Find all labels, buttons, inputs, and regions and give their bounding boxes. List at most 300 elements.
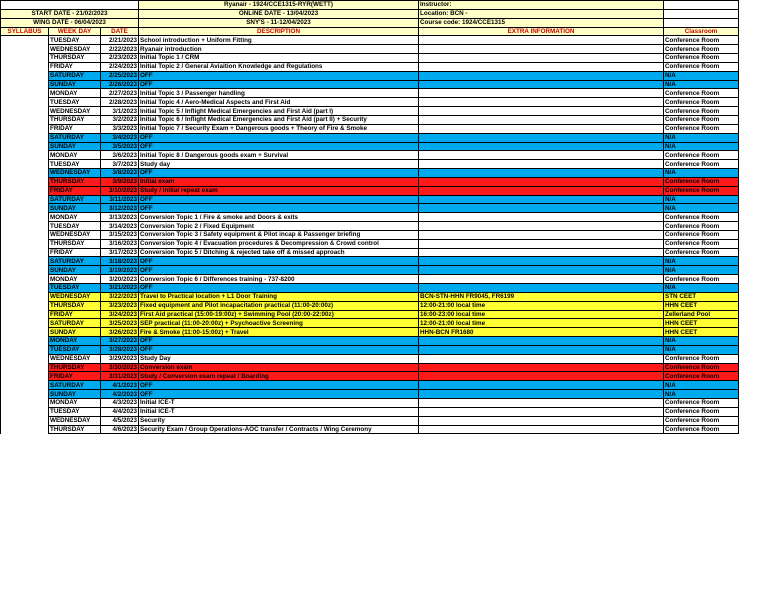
date-cell: 3/19/2023	[101, 266, 139, 275]
extra-info-cell	[419, 407, 664, 416]
schedule-row	[1, 425, 739, 434]
syllabus-cell	[1, 239, 49, 248]
extra-info-cell	[419, 425, 664, 434]
date-cell: 3/29/2023	[101, 354, 139, 363]
header-row-1	[1, 1, 739, 10]
description-cell: Initial Topic 1 / CRM	[139, 54, 419, 63]
date-cell: 3/31/2023	[101, 372, 139, 381]
extra-info-cell: BCN-STN-HHN FR9045, FR6199	[419, 292, 664, 301]
schedule-row	[1, 230, 739, 239]
weekday-cell: SATURDAY	[49, 133, 101, 142]
col-description: DESCRIPTION	[139, 27, 419, 36]
schedule-row	[1, 398, 739, 407]
description-cell: Conversion Topic 5 / Ditching & rejected take off & missed approach	[139, 248, 419, 257]
schedule-row	[1, 363, 739, 372]
extra-info-cell	[419, 80, 664, 89]
extra-info-cell: 12:00-21:00 local time	[419, 301, 664, 310]
syllabus-cell	[1, 372, 49, 381]
weekday-cell: SUNDAY	[49, 390, 101, 399]
schedule-row	[1, 115, 739, 124]
schedule-row	[1, 301, 739, 310]
schedule-row	[1, 292, 739, 301]
schedule-row	[1, 328, 739, 337]
weekday-cell: FRIDAY	[49, 62, 101, 71]
extra-info-cell	[419, 230, 664, 239]
blank-header-cell	[664, 9, 739, 18]
schedule-row	[1, 213, 739, 222]
syllabus-cell	[1, 177, 49, 186]
schedule-row	[1, 62, 739, 71]
syllabus-cell	[1, 142, 49, 151]
weekday-cell: FRIDAY	[49, 186, 101, 195]
syllabus-cell	[1, 407, 49, 416]
date-cell: 3/30/2023	[101, 363, 139, 372]
blank-header-cell	[664, 1, 739, 10]
date-cell: 3/21/2023	[101, 284, 139, 293]
syllabus-cell	[1, 151, 49, 160]
extra-info-cell: 12:00-21:00 local time	[419, 319, 664, 328]
syllabus-cell	[1, 124, 49, 133]
classroom-cell: STN CEET	[664, 292, 739, 301]
classroom-cell: Conference Room	[664, 248, 739, 257]
description-cell: Fixed equipment and Pilot incapacitation practical (11:00-20:00z)	[139, 301, 419, 310]
extra-info-cell	[419, 416, 664, 425]
description-cell: OFF	[139, 142, 419, 151]
col-syllabus: SYLLABUS	[1, 27, 49, 36]
description-cell: Study / Initial repeat exam	[139, 186, 419, 195]
syllabus-cell	[1, 398, 49, 407]
description-cell: SEP practical (11:00-20:00z) + Psychoactive Screening	[139, 319, 419, 328]
weekday-cell: SUNDAY	[49, 204, 101, 213]
extra-info-cell	[419, 71, 664, 80]
classroom-cell: Zellerland Pool	[664, 310, 739, 319]
extra-info-cell	[419, 98, 664, 107]
schedule-row	[1, 71, 739, 80]
syllabus-cell	[1, 71, 49, 80]
classroom-cell: N/A	[664, 204, 739, 213]
weekday-cell: SATURDAY	[49, 71, 101, 80]
weekday-cell: SUNDAY	[49, 328, 101, 337]
classroom-cell: N/A	[664, 195, 739, 204]
syllabus-cell	[1, 222, 49, 231]
col-weekday: WEEK DAY	[49, 27, 101, 36]
weekday-cell: MONDAY	[49, 398, 101, 407]
description-cell: OFF	[139, 381, 419, 390]
classroom-cell: Conference Room	[664, 36, 739, 45]
extra-info-cell	[419, 275, 664, 284]
syllabus-cell	[1, 45, 49, 54]
weekday-cell: THURSDAY	[49, 301, 101, 310]
description-cell: Security	[139, 416, 419, 425]
schedule-row	[1, 186, 739, 195]
extra-info-cell	[419, 381, 664, 390]
classroom-cell: N/A	[664, 266, 739, 275]
classroom-cell: Conference Room	[664, 160, 739, 169]
header-row-2	[1, 9, 739, 18]
schedule-row	[1, 257, 739, 266]
extra-info-cell: HHN-BCN FR1680	[419, 328, 664, 337]
date-cell: 2/27/2023	[101, 89, 139, 98]
extra-info-cell	[419, 372, 664, 381]
weekday-cell: THURSDAY	[49, 425, 101, 434]
schedule-row	[1, 372, 739, 381]
date-cell: 3/26/2023	[101, 328, 139, 337]
extra-info-cell	[419, 266, 664, 275]
weekday-cell: THURSDAY	[49, 115, 101, 124]
weekday-cell: THURSDAY	[49, 177, 101, 186]
classroom-cell: Conference Room	[664, 115, 739, 124]
schedule-row	[1, 310, 739, 319]
schedule-row	[1, 133, 739, 142]
extra-info-cell	[419, 195, 664, 204]
date-cell: 3/1/2023	[101, 107, 139, 116]
classroom-cell: Conference Room	[664, 398, 739, 407]
date-cell: 3/20/2023	[101, 275, 139, 284]
schedule-row	[1, 319, 739, 328]
schedule-row	[1, 45, 739, 54]
classroom-cell: N/A	[664, 80, 739, 89]
description-cell: Initial Topic 6 / Inflight Medical Emergencies and First Aid (part II) + Security	[139, 115, 419, 124]
schedule-row	[1, 124, 739, 133]
classroom-cell: Conference Room	[664, 275, 739, 284]
syllabus-cell	[1, 337, 49, 346]
extra-info-cell	[419, 62, 664, 71]
schedule-row	[1, 284, 739, 293]
date-cell: 2/22/2023	[101, 45, 139, 54]
weekday-cell: TUESDAY	[49, 160, 101, 169]
description-cell: Initial ICE-T	[139, 407, 419, 416]
extra-info-cell	[419, 222, 664, 231]
syllabus-cell	[1, 186, 49, 195]
classroom-cell: Conference Room	[664, 45, 739, 54]
description-cell: OFF	[139, 257, 419, 266]
weekday-cell: TUESDAY	[49, 407, 101, 416]
classroom-cell: N/A	[664, 71, 739, 80]
description-cell: Conversion Topic 3 / Safety equipment & Pilot incap & Passenger briefing	[139, 230, 419, 239]
classroom-cell: N/A	[664, 381, 739, 390]
syllabus-cell	[1, 381, 49, 390]
weekday-cell: TUESDAY	[49, 345, 101, 354]
classroom-cell: N/A	[664, 345, 739, 354]
description-cell: Initial Topic 7 / Security Exam + Dangerous goods + Theory of Fire & Smoke	[139, 124, 419, 133]
schedule-row	[1, 239, 739, 248]
description-cell: First Aid practical (15:00-19:00z) + Swimming Pool (20:00-22:00z)	[139, 310, 419, 319]
classroom-cell: HHN CEET	[664, 328, 739, 337]
classroom-cell: N/A	[664, 142, 739, 151]
classroom-cell: Conference Room	[664, 239, 739, 248]
classroom-cell: N/A	[664, 390, 739, 399]
header-row-3	[1, 18, 739, 27]
syllabus-cell	[1, 98, 49, 107]
schedule-row	[1, 160, 739, 169]
schedule-row	[1, 142, 739, 151]
syllabus-cell	[1, 204, 49, 213]
schedule-row	[1, 416, 739, 425]
schedule-row	[1, 222, 739, 231]
classroom-cell: Conference Room	[664, 89, 739, 98]
description-cell: Study Day	[139, 354, 419, 363]
description-cell: OFF	[139, 133, 419, 142]
date-cell: 3/24/2023	[101, 310, 139, 319]
classroom-cell: Conference Room	[664, 372, 739, 381]
extra-info-cell	[419, 124, 664, 133]
date-cell: 4/2/2023	[101, 390, 139, 399]
extra-info-cell	[419, 284, 664, 293]
description-cell: OFF	[139, 284, 419, 293]
classroom-cell: Conference Room	[664, 230, 739, 239]
schedule-row	[1, 266, 739, 275]
schedule-row	[1, 36, 739, 45]
weekday-cell: WEDNESDAY	[49, 107, 101, 116]
start-date: START DATE - 21/02/2023	[1, 9, 139, 18]
description-cell: Initial ICE-T	[139, 398, 419, 407]
sny-dates: SNY'S - 11-12/04/2023	[139, 18, 419, 27]
date-cell: 4/1/2023	[101, 381, 139, 390]
weekday-cell: MONDAY	[49, 275, 101, 284]
description-cell: Initial exam	[139, 177, 419, 186]
course-code: Course code: 1924/CCE1315	[419, 18, 664, 27]
weekday-cell: TUESDAY	[49, 222, 101, 231]
schedule-row	[1, 98, 739, 107]
weekday-cell: SATURDAY	[49, 257, 101, 266]
location: Location: BCN -	[419, 9, 664, 18]
weekday-cell: FRIDAY	[49, 124, 101, 133]
schedule-row	[1, 345, 739, 354]
description-cell: Initial Topic 4 / Aero-Medical Aspects and First Aid	[139, 98, 419, 107]
weekday-cell: FRIDAY	[49, 310, 101, 319]
extra-info-cell	[419, 248, 664, 257]
description-cell: Initial Topic 5 / Inflight Medical Emergencies and First Aid (part I)	[139, 107, 419, 116]
syllabus-cell	[1, 80, 49, 89]
extra-info-cell	[419, 115, 664, 124]
classroom-cell: Conference Room	[664, 98, 739, 107]
classroom-cell: N/A	[664, 337, 739, 346]
extra-info-cell: 16:00-23:00 local time	[419, 310, 664, 319]
date-cell: 4/4/2023	[101, 407, 139, 416]
date-cell: 3/25/2023	[101, 319, 139, 328]
syllabus-cell	[1, 133, 49, 142]
col-date: DATE	[101, 27, 139, 36]
date-cell: 3/18/2023	[101, 257, 139, 266]
date-cell: 2/26/2023	[101, 80, 139, 89]
description-cell: Travel to Practical location + L1 Door Training	[139, 292, 419, 301]
description-cell: OFF	[139, 195, 419, 204]
date-cell: 2/23/2023	[101, 54, 139, 63]
syllabus-cell	[1, 89, 49, 98]
schedule-row	[1, 177, 739, 186]
classroom-cell: N/A	[664, 257, 739, 266]
date-cell: 3/7/2023	[101, 160, 139, 169]
description-cell: Security Exam / Group Operations-AOC transfer / Contracts / Wing Ceremony	[139, 425, 419, 434]
description-cell: Conversion Topic 2 / Fixed Equipment	[139, 222, 419, 231]
weekday-cell: MONDAY	[49, 213, 101, 222]
syllabus-cell	[1, 301, 49, 310]
extra-info-cell	[419, 337, 664, 346]
weekday-cell: SUNDAY	[49, 80, 101, 89]
date-cell: 4/5/2023	[101, 416, 139, 425]
syllabus-cell	[1, 328, 49, 337]
weekday-cell: SATURDAY	[49, 319, 101, 328]
description-cell: Fire & Smoke (11:00-15:00z) + Travel	[139, 328, 419, 337]
syllabus-cell	[1, 363, 49, 372]
date-cell: 3/23/2023	[101, 301, 139, 310]
description-cell: OFF	[139, 204, 419, 213]
schedule-row	[1, 107, 739, 116]
date-cell: 3/3/2023	[101, 124, 139, 133]
extra-info-cell	[419, 213, 664, 222]
date-cell: 2/24/2023	[101, 62, 139, 71]
classroom-cell: Conference Room	[664, 186, 739, 195]
syllabus-cell	[1, 248, 49, 257]
syllabus-cell	[1, 292, 49, 301]
extra-info-cell	[419, 133, 664, 142]
classroom-cell: Conference Room	[664, 151, 739, 160]
syllabus-cell	[1, 354, 49, 363]
schedule-row	[1, 381, 739, 390]
extra-info-cell	[419, 257, 664, 266]
weekday-cell: MONDAY	[49, 337, 101, 346]
weekday-cell: SUNDAY	[49, 266, 101, 275]
weekday-cell: SATURDAY	[49, 381, 101, 390]
date-cell: 3/27/2023	[101, 337, 139, 346]
schedule-row	[1, 80, 739, 89]
date-cell: 3/13/2023	[101, 213, 139, 222]
date-cell: 3/5/2023	[101, 142, 139, 151]
weekday-cell: WEDNESDAY	[49, 169, 101, 178]
description-cell: OFF	[139, 345, 419, 354]
classroom-cell: Conference Room	[664, 363, 739, 372]
classroom-cell: Conference Room	[664, 222, 739, 231]
description-cell: Conversion Topic 6 / Differences training - 737-8200	[139, 275, 419, 284]
date-cell: 2/25/2023	[101, 71, 139, 80]
blank-header-cell	[664, 18, 739, 27]
extra-info-cell	[419, 151, 664, 160]
schedule-row	[1, 54, 739, 63]
description-cell: OFF	[139, 337, 419, 346]
description-cell: Conversion Topic 1 / Fire & smoke and Doors & exits	[139, 213, 419, 222]
column-header-row	[1, 27, 739, 36]
extra-info-cell	[419, 239, 664, 248]
online-date: ONLINE DATE - 13/04/2023	[139, 9, 419, 18]
classroom-cell: Conference Room	[664, 177, 739, 186]
date-cell: 3/12/2023	[101, 204, 139, 213]
syllabus-cell	[1, 266, 49, 275]
syllabus-cell	[1, 36, 49, 45]
description-cell: Ryanair introduction	[139, 45, 419, 54]
date-cell: 3/28/2023	[101, 345, 139, 354]
extra-info-cell	[419, 45, 664, 54]
date-cell: 3/15/2023	[101, 230, 139, 239]
extra-info-cell	[419, 160, 664, 169]
extra-info-cell	[419, 177, 664, 186]
date-cell: 3/10/2023	[101, 186, 139, 195]
extra-info-cell	[419, 36, 664, 45]
classroom-cell: Conference Room	[664, 213, 739, 222]
date-cell: 3/4/2023	[101, 133, 139, 142]
classroom-cell: Conference Room	[664, 416, 739, 425]
weekday-cell: WEDNESDAY	[49, 354, 101, 363]
syllabus-cell	[1, 169, 49, 178]
classroom-cell: N/A	[664, 284, 739, 293]
schedule-row	[1, 390, 739, 399]
weekday-cell: THURSDAY	[49, 239, 101, 248]
classroom-cell: Conference Room	[664, 54, 739, 63]
extra-info-cell	[419, 204, 664, 213]
date-cell: 4/6/2023	[101, 425, 139, 434]
extra-info-cell	[419, 54, 664, 63]
schedule-row	[1, 248, 739, 257]
schedule-row	[1, 354, 739, 363]
syllabus-cell	[1, 425, 49, 434]
description-cell: Initial Topic 2 / General Aviaition Knowledge and Regulations	[139, 62, 419, 71]
date-cell: 3/16/2023	[101, 239, 139, 248]
classroom-cell: Conference Room	[664, 107, 739, 116]
syllabus-cell	[1, 54, 49, 63]
extra-info-cell	[419, 107, 664, 116]
classroom-cell: Conference Room	[664, 62, 739, 71]
date-cell: 3/14/2023	[101, 222, 139, 231]
syllabus-cell	[1, 319, 49, 328]
syllabus-cell	[1, 284, 49, 293]
weekday-cell: TUESDAY	[49, 36, 101, 45]
weekday-cell: WEDNESDAY	[49, 230, 101, 239]
date-cell: 3/17/2023	[101, 248, 139, 257]
schedule-row	[1, 151, 739, 160]
schedule-row	[1, 89, 739, 98]
blank-header-cell	[1, 1, 139, 10]
classroom-cell: HHN CEET	[664, 301, 739, 310]
classroom-cell: Conference Room	[664, 425, 739, 434]
instructor-label: Instructor:	[419, 1, 664, 10]
syllabus-cell	[1, 160, 49, 169]
syllabus-cell	[1, 390, 49, 399]
weekday-cell: SATURDAY	[49, 195, 101, 204]
schedule-row	[1, 275, 739, 284]
extra-info-cell	[419, 363, 664, 372]
col-classroom: Classroom	[664, 27, 739, 36]
weekday-cell: WEDNESDAY	[49, 292, 101, 301]
extra-info-cell	[419, 142, 664, 151]
classroom-cell: HHN CEET	[664, 319, 739, 328]
extra-info-cell	[419, 89, 664, 98]
weekday-cell: WEDNESDAY	[49, 416, 101, 425]
syllabus-cell	[1, 107, 49, 116]
description-cell: Study / Conversion exam repeat / Boarding	[139, 372, 419, 381]
classroom-cell: Conference Room	[664, 354, 739, 363]
extra-info-cell	[419, 390, 664, 399]
extra-info-cell	[419, 354, 664, 363]
course-title: Ryanair - 1924/CCE1315-RYR(WETT)	[139, 1, 419, 10]
weekday-cell: TUESDAY	[49, 284, 101, 293]
description-cell: Conversion Topic 4 / Evacuation procedures & Decompression & Crowd control	[139, 239, 419, 248]
syllabus-cell	[1, 115, 49, 124]
date-cell: 3/6/2023	[101, 151, 139, 160]
schedule-row	[1, 407, 739, 416]
description-cell: Study day	[139, 160, 419, 169]
description-cell: OFF	[139, 169, 419, 178]
description-cell: Initial Topic 8 / Dangerous goods exam + Survival	[139, 151, 419, 160]
weekday-cell: MONDAY	[49, 89, 101, 98]
classroom-cell: Conference Room	[664, 407, 739, 416]
syllabus-cell	[1, 195, 49, 204]
description-cell: Conversion exam	[139, 363, 419, 372]
classroom-cell: N/A	[664, 169, 739, 178]
weekday-cell: FRIDAY	[49, 248, 101, 257]
schedule-row	[1, 337, 739, 346]
date-cell: 4/3/2023	[101, 398, 139, 407]
syllabus-cell	[1, 310, 49, 319]
date-cell: 2/28/2023	[101, 98, 139, 107]
